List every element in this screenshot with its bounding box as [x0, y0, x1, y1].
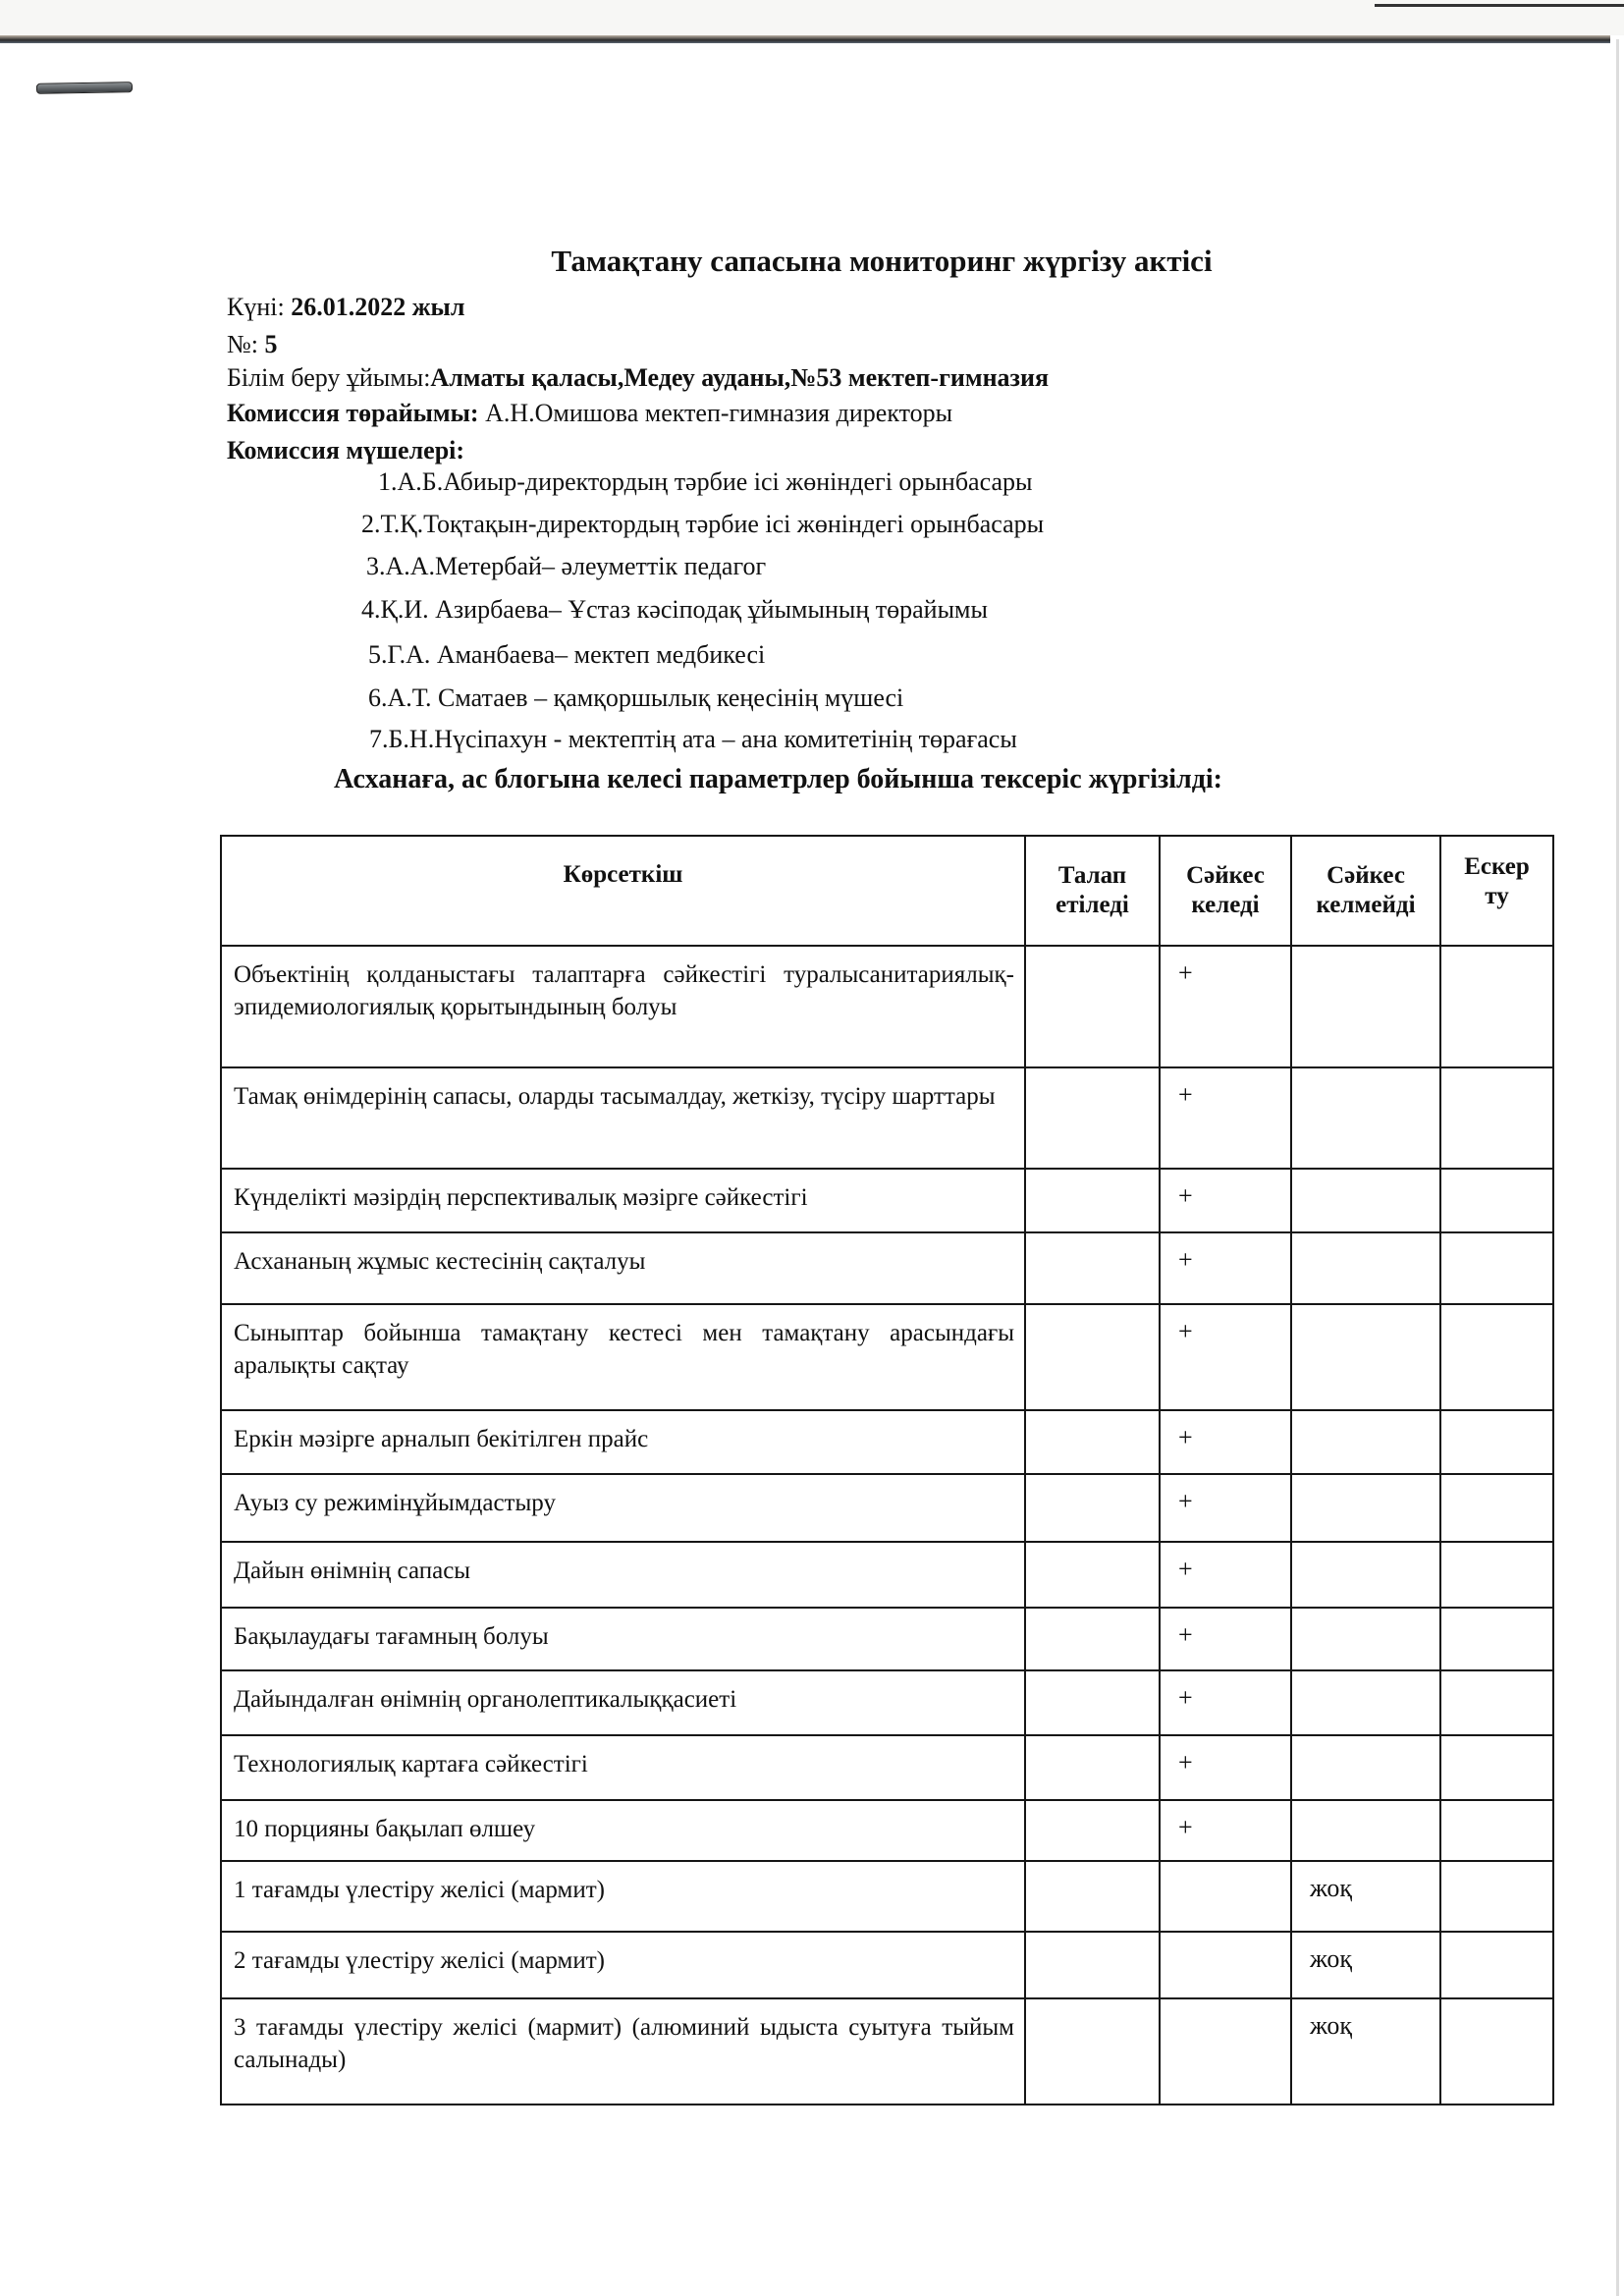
- note-cell: [1440, 1067, 1553, 1169]
- indicator-cell: Тамақ өнімдерінің сапасы, оларды тасымалдау, жеткізу, түсіру шарттары: [221, 1067, 1025, 1169]
- note-cell: [1440, 1932, 1553, 1998]
- non-compliant-cell: жоқ: [1291, 1861, 1440, 1932]
- organization-value: Алматы қаласы,Медеу ауданы,№53 мектеп-гимназия: [430, 363, 1050, 392]
- indicator-cell: Еркін мәзірге арналып бекітілген прайс: [221, 1410, 1025, 1474]
- organization-label: Білім беру ұйымы:: [227, 363, 431, 392]
- compliant-cell: +: [1160, 1608, 1291, 1670]
- note-cell: [1440, 1410, 1553, 1474]
- indicator-cell: Асхананың жұмыс кестесінің сақталуы: [221, 1232, 1025, 1304]
- required-cell: [1025, 1670, 1160, 1735]
- document-title: Тамақтану сапасына мониторинг жүргізу актісі: [551, 244, 1213, 278]
- chair-value: А.Н.Омишова мектеп-гимназия директоры: [485, 399, 953, 427]
- compliant-cell: +: [1160, 1670, 1291, 1735]
- section-heading: Асханаға, ас блогына келесі параметрлер бойынша тексеріс жүргізілді:: [334, 764, 1223, 794]
- note-cell: [1440, 1670, 1553, 1735]
- header-note: Ескер ту: [1440, 836, 1553, 946]
- required-cell: [1025, 1861, 1160, 1932]
- required-cell: [1025, 1232, 1160, 1304]
- table-row: [221, 1800, 1553, 1861]
- compliant-cell: +: [1160, 1304, 1291, 1410]
- note-cell: [1440, 1608, 1553, 1670]
- indicator-cell: Технологиялық картаға сәйкестігі: [221, 1735, 1025, 1800]
- indicator-cell: 2 тағамды үлестіру желісі (мармит): [221, 1932, 1025, 1998]
- member-item: 7.Б.Н.Нүсіпахун - мектептің ата – ана комитетінің төрағасы: [369, 725, 1017, 753]
- inspection-table: [220, 835, 1554, 2105]
- non-compliant-cell: [1291, 1304, 1440, 1410]
- compliant-cell: +: [1160, 1232, 1291, 1304]
- table-row: [221, 1067, 1553, 1169]
- indicator-cell: 1 тағамды үлестіру желісі (мармит): [221, 1861, 1025, 1932]
- compliant-cell: +: [1160, 1169, 1291, 1232]
- non-compliant-cell: [1291, 1670, 1440, 1735]
- indicator-cell: Объектінің қолданыстағы талаптарға сәйкестігі туралысанитариялық-эпидемиологиялық қорытындының болуы: [221, 946, 1025, 1067]
- compliant-cell: [1160, 1932, 1291, 1998]
- non-compliant-cell: [1291, 1735, 1440, 1800]
- indicator-cell: 10 порцияны бақылап өлшеу: [221, 1800, 1025, 1861]
- required-cell: [1025, 1067, 1160, 1169]
- compliant-cell: [1160, 1861, 1291, 1932]
- note-cell: [1440, 1304, 1553, 1410]
- header-compliant: Сәйкес келеді: [1160, 836, 1291, 946]
- table-row: [221, 1410, 1553, 1474]
- compliant-cell: [1160, 1998, 1291, 2105]
- table-row: [221, 1932, 1553, 1998]
- non-compliant-cell: жоқ: [1291, 1932, 1440, 1998]
- indicator-cell: Сыныптар бойынша тамақтану кестесі мен тамақтану арасындағы аралықты сақтау: [221, 1304, 1025, 1410]
- compliant-cell: +: [1160, 1800, 1291, 1861]
- required-cell: [1025, 1932, 1160, 1998]
- non-compliant-cell: [1291, 1800, 1440, 1861]
- table-row: [221, 1542, 1553, 1608]
- table-row: [221, 1608, 1553, 1670]
- indicator-cell: Дайындалған өнімнің органолептикалыққасиеті: [221, 1670, 1025, 1735]
- compliant-cell: +: [1160, 946, 1291, 1067]
- non-compliant-cell: [1291, 1410, 1440, 1474]
- table-row: [221, 1169, 1553, 1232]
- required-cell: [1025, 1735, 1160, 1800]
- required-cell: [1025, 1800, 1160, 1861]
- non-compliant-cell: [1291, 1232, 1440, 1304]
- note-cell: [1440, 1232, 1553, 1304]
- table-row: [221, 946, 1553, 1067]
- chair-line: [227, 399, 952, 428]
- note-cell: [1440, 1169, 1553, 1232]
- number-value: 5: [264, 330, 278, 358]
- required-cell: [1025, 946, 1160, 1067]
- header-non-compliant: Сәйкес келмейді: [1291, 836, 1440, 946]
- member-item: 3.А.А.Метербай– әлеуметтік педагог: [366, 552, 767, 580]
- required-cell: [1025, 1304, 1160, 1410]
- date-line: [227, 293, 464, 322]
- non-compliant-cell: [1291, 946, 1440, 1067]
- number-label: №:: [227, 330, 265, 358]
- table-row: [221, 1670, 1553, 1735]
- compliant-cell: +: [1160, 1735, 1291, 1800]
- scan-right-edge: [1616, 39, 1619, 2296]
- required-cell: [1025, 1410, 1160, 1474]
- non-compliant-cell: [1291, 1474, 1440, 1542]
- note-cell: [1440, 1542, 1553, 1608]
- scan-top-margin: [0, 0, 1624, 35]
- table-row: [221, 1861, 1553, 1932]
- non-compliant-cell: [1291, 1067, 1440, 1169]
- table-row: [221, 1304, 1553, 1410]
- non-compliant-cell: [1291, 1169, 1440, 1232]
- indicator-cell: Ауыз су режимінұйымдастыру: [221, 1474, 1025, 1542]
- note-cell: [1440, 1474, 1553, 1542]
- indicator-cell: Дайын өнімнің сапасы: [221, 1542, 1025, 1608]
- note-cell: [1440, 946, 1553, 1067]
- required-cell: [1025, 1608, 1160, 1670]
- compliant-cell: +: [1160, 1410, 1291, 1474]
- required-cell: [1025, 1998, 1160, 2105]
- members-heading: Комиссия мүшелері:: [227, 436, 465, 465]
- member-item: 5.Г.А. Аманбаева– мектеп медбикесі: [368, 640, 766, 669]
- table-row: [221, 1998, 1553, 2105]
- indicator-cell: Күнделікті мәзірдің перспективалық мәзірге сәйкестігі: [221, 1169, 1025, 1232]
- note-cell: [1440, 1735, 1553, 1800]
- scan-page-edge: [0, 35, 1610, 43]
- required-cell: [1025, 1474, 1160, 1542]
- table-row: [221, 1232, 1553, 1304]
- required-cell: [1025, 1169, 1160, 1232]
- number-line: [227, 330, 278, 359]
- compliant-cell: +: [1160, 1542, 1291, 1608]
- note-cell: [1440, 1861, 1553, 1932]
- compliant-cell: +: [1160, 1474, 1291, 1542]
- header-required: Талап етіледі: [1025, 836, 1160, 946]
- table-row: [221, 1735, 1553, 1800]
- chair-label: Комиссия төрайымы:: [227, 399, 486, 427]
- note-cell: [1440, 1998, 1553, 2105]
- staple-mark: [36, 82, 133, 94]
- non-compliant-cell: [1291, 1542, 1440, 1608]
- required-cell: [1025, 1542, 1160, 1608]
- organization-line: [227, 363, 1049, 393]
- compliant-cell: +: [1160, 1067, 1291, 1169]
- member-item: 2.Т.Қ.Тоқтақын-директордың тәрбие ісі жөніндегі орынбасары: [361, 510, 1045, 538]
- date-label: Күні:: [227, 293, 292, 321]
- member-item: 6.А.Т. Сматаев – қамқоршылық кеңесінің мүшесі: [368, 683, 904, 712]
- indicator-cell: 3 тағамды үлестіру желісі (мармит) (алюминий ыдыста суытуға тыйым салынады): [221, 1998, 1025, 2105]
- date-value: 26.01.2022 жыл: [291, 293, 465, 321]
- member-item: 1.А.Б.Абиыр-директордың тәрбие ісі жөніндегі орынбасары: [378, 467, 1033, 496]
- non-compliant-cell: жоқ: [1291, 1998, 1440, 2105]
- non-compliant-cell: [1291, 1608, 1440, 1670]
- note-cell: [1440, 1800, 1553, 1861]
- header-indicator: Көрсеткіш: [221, 836, 1025, 946]
- table-header-row: [221, 836, 1553, 946]
- member-item: 4.Қ.И. Азирбаева– Ұстаз кәсіподақ ұйымының төрайымы: [361, 595, 988, 624]
- table-row: [221, 1474, 1553, 1542]
- indicator-cell: Бақылаудағы тағамның болуы: [221, 1608, 1025, 1670]
